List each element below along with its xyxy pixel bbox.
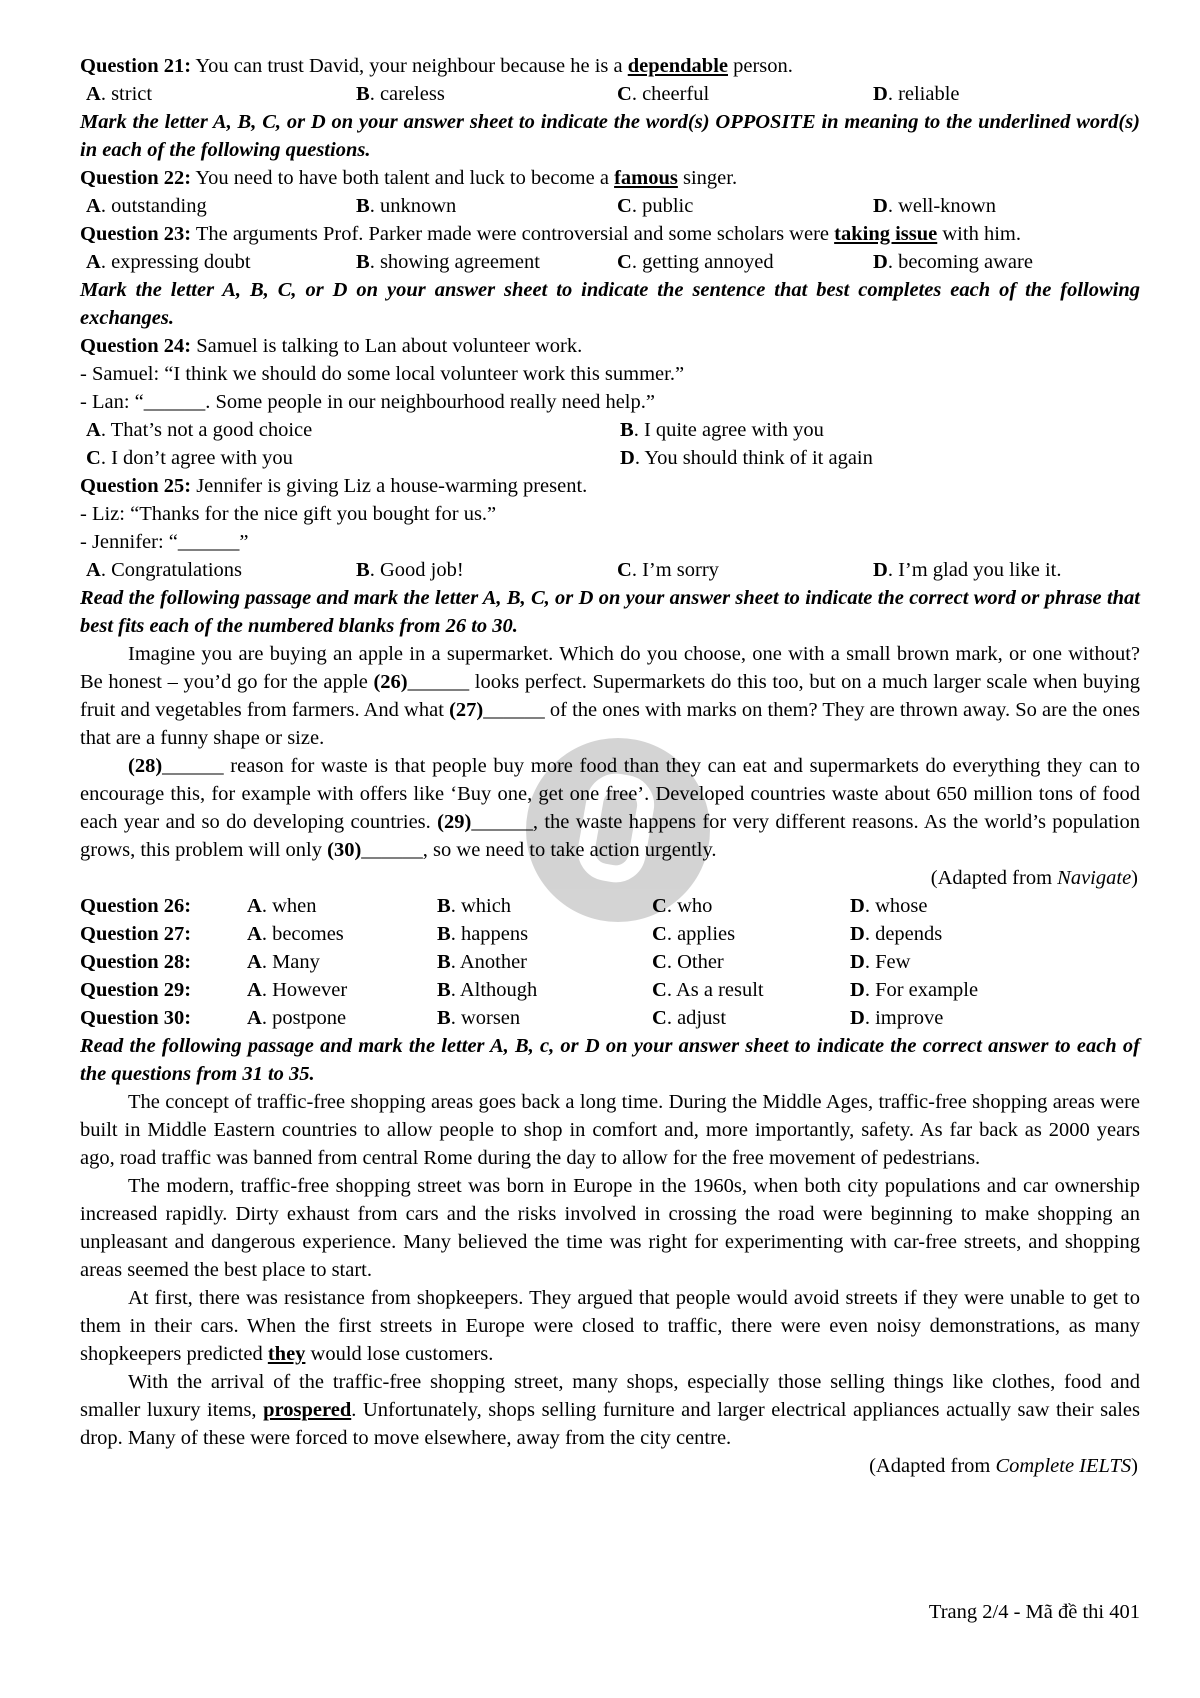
option-separator: .: [261, 923, 273, 945]
option-letter: B: [437, 895, 451, 917]
text-segment: with him.: [937, 223, 1021, 245]
option-cell: [86, 444, 620, 472]
option-separator: .: [450, 923, 461, 945]
question-line: [80, 332, 1140, 360]
options-row: [80, 80, 1140, 108]
text-segment: - Samuel: “I think we should do some local volunteer work this summer.”: [80, 363, 685, 385]
text-segment: Read the following passage and mark the letter A, B, c, or D on your answer sheet to indicate the correct answer to each of the questions from 31 to 35.: [80, 1035, 1140, 1085]
option-letter: D: [873, 559, 888, 581]
text-segment: singer.: [677, 167, 738, 189]
option-cell: [617, 556, 873, 584]
option-cell: [850, 920, 1140, 948]
option-cell: [86, 248, 356, 276]
option-cell: [652, 948, 850, 976]
question-table-row: [80, 976, 1140, 1004]
text-segment: You need to have both talent and luck to become a: [191, 167, 615, 189]
option-text: becomes: [272, 923, 344, 945]
option-text: careless: [379, 83, 445, 105]
text-segment: person.: [728, 55, 793, 77]
option-cell: [617, 248, 873, 276]
question-line: [80, 220, 1140, 248]
options-row: [80, 192, 1140, 220]
text-segment: ): [1131, 867, 1138, 889]
option-letter: A: [247, 951, 262, 973]
option-letter: D: [850, 979, 865, 1001]
options-row: [80, 416, 1140, 444]
text-segment: ______, so we need to take action urgently.: [361, 839, 717, 861]
option-letter: A: [247, 895, 262, 917]
option-separator: .: [369, 559, 380, 581]
question-table-row: [80, 920, 1140, 948]
question-label: Question 24:: [80, 335, 192, 357]
option-cell: [356, 248, 617, 276]
text-segment: You can trust David, your neighbour because he is a: [191, 55, 628, 77]
option-separator: .: [887, 83, 899, 105]
option-cell: [437, 1004, 652, 1032]
option-cell: [873, 556, 1140, 584]
text-segment: At first, there was resistance from shopkeepers. They argued that people would avoid streets if they were unable to get to them in their cars. When the first streets in Europe were closed to traffic, there were even noisy demonstrations, as many shopkeepers predicted: [80, 1287, 1140, 1365]
text-segment: would lose customers.: [305, 1343, 494, 1365]
text-segment: ______ of the ones with marks on them? They are thrown away. So are the ones that are a funny shape or size.: [80, 699, 1140, 749]
option-letter: D: [850, 923, 865, 945]
question-table-row: [80, 892, 1140, 920]
option-letter: D: [873, 83, 888, 105]
text-segment: The modern, traffic-free shopping street was born in Europe in the 1960s, when both city populations and car ownership increased rapidly. Dirty exhaust from cars and the risks involved in crossing the road were beginning to make shopping an unpleasant and dangerous experience. Many believed the time was right for experimenting with car-free streets, and shopping areas seemed the best place to start.: [80, 1175, 1140, 1281]
option-text: reliable: [898, 83, 960, 105]
option-cell: [437, 976, 652, 1004]
option-text: getting annoyed: [642, 251, 774, 273]
option-letter: A: [86, 251, 101, 273]
option-cell: [850, 948, 1140, 976]
option-cell: [652, 1004, 850, 1032]
option-text: improve: [875, 1007, 944, 1029]
text-segment: prospered: [263, 1399, 352, 1421]
option-text: Congratulations: [111, 559, 243, 581]
passage-paragraph: [80, 640, 1140, 752]
text-segment: famous: [614, 167, 678, 189]
option-letter: B: [356, 559, 370, 581]
page-footer: [80, 1598, 1170, 1626]
option-separator: .: [261, 1007, 273, 1029]
option-separator: .: [887, 559, 899, 581]
option-cell: [652, 976, 850, 1004]
option-letter: C: [617, 559, 632, 581]
option-separator: .: [864, 979, 876, 1001]
option-text: Although: [459, 979, 538, 1001]
option-separator: .: [631, 195, 643, 217]
text-segment: Mark the letter A, B, C, or D on your answer sheet to indicate the word(s) OPPOSITE in meaning to the underlined word(s) in each of the following questions.: [80, 111, 1140, 161]
option-text: You should think of it again: [644, 447, 873, 469]
option-separator: .: [261, 895, 273, 917]
text-segment: (Adapted from: [869, 1455, 996, 1477]
option-text: I quite agree with you: [643, 419, 824, 441]
option-separator: .: [261, 979, 273, 1001]
question-label: Question 22:: [80, 167, 192, 189]
option-separator: .: [887, 251, 899, 273]
option-text: expressing doubt: [111, 251, 251, 273]
option-letter: A: [247, 1007, 262, 1029]
option-text: whose: [875, 895, 928, 917]
option-letter: B: [437, 923, 451, 945]
passage-paragraph: [80, 1284, 1140, 1368]
option-text: adjust: [677, 1007, 727, 1029]
option-text: However: [272, 979, 348, 1001]
option-cell: [356, 192, 617, 220]
option-text: happens: [460, 923, 529, 945]
option-letter: C: [617, 195, 632, 217]
question-label: Question 28:: [80, 951, 192, 973]
option-letter: C: [617, 83, 632, 105]
option-separator: .: [864, 951, 876, 973]
option-letter: A: [86, 559, 101, 581]
option-cell: [850, 976, 1140, 1004]
option-separator: .: [666, 895, 678, 917]
question-label: Question 30:: [80, 1007, 192, 1029]
text-segment: (30): [327, 839, 362, 861]
option-text: Another: [459, 951, 527, 973]
option-text: depends: [875, 923, 943, 945]
text-segment: With the arrival of the traffic-free shopping street, many shops, especially those selling things like clothes, food and smaller luxury items,: [80, 1371, 1140, 1421]
option-separator: .: [450, 895, 461, 917]
option-letter: C: [652, 1007, 667, 1029]
option-letter: A: [86, 419, 101, 441]
option-letter: A: [86, 195, 101, 217]
option-text: becoming aware: [898, 251, 1033, 273]
option-letter: B: [356, 195, 370, 217]
question-line: [80, 472, 1140, 500]
option-separator: .: [666, 923, 678, 945]
option-letter: C: [652, 895, 667, 917]
text-segment: ): [1131, 1455, 1138, 1477]
text-segment: Imagine you are buying an apple in a supermarket. Which do you choose, one with a small brown mark, or one without? Be honest – you’d go for the apple: [80, 643, 1140, 693]
option-separator: .: [450, 979, 460, 1001]
option-cell: [356, 80, 617, 108]
text-segment: Mark the letter A, B, C, or D on your answer sheet to indicate the sentence that best completes each of the following exchanges.: [80, 279, 1140, 329]
text-segment: Complete IELTS: [995, 1455, 1132, 1477]
question-line: [80, 52, 1140, 80]
passage-paragraph: [80, 1172, 1140, 1284]
option-letter: A: [86, 83, 101, 105]
option-separator: .: [631, 251, 643, 273]
option-text: who: [677, 895, 713, 917]
option-letter: B: [356, 251, 370, 273]
option-text: Many: [272, 951, 320, 973]
option-text: Other: [677, 951, 724, 973]
option-text: when: [272, 895, 317, 917]
option-text: For example: [875, 979, 979, 1001]
question-table-row: [80, 948, 1140, 976]
option-separator: .: [100, 83, 112, 105]
question-table: [80, 892, 1140, 1032]
option-text: strict: [111, 83, 153, 105]
option-cell: [247, 1004, 437, 1032]
option-text: I’m sorry: [642, 559, 719, 581]
option-letter: C: [652, 979, 667, 1001]
option-letter: B: [356, 83, 370, 105]
option-cell: [652, 920, 850, 948]
text-segment: they: [267, 1343, 306, 1365]
option-separator: .: [666, 979, 676, 1001]
option-cell: [620, 444, 1140, 472]
option-cell: [247, 892, 437, 920]
option-letter: D: [873, 195, 888, 217]
text-segment: dependable: [627, 55, 728, 77]
question-line: [80, 164, 1140, 192]
option-cell: [437, 920, 652, 948]
text-segment: Samuel is talking to Lan about volunteer work.: [191, 335, 583, 357]
option-text: which: [460, 895, 512, 917]
dialogue-line: [80, 360, 1140, 388]
option-cell: [652, 892, 850, 920]
text-segment: The arguments Prof. Parker made were controversial and some scholars were: [191, 223, 835, 245]
option-text: worsen: [460, 1007, 521, 1029]
option-separator: .: [100, 559, 112, 581]
option-text: showing agreement: [379, 251, 540, 273]
option-text: I’m glad you like it.: [898, 559, 1062, 581]
option-separator: .: [369, 195, 380, 217]
text-segment: ______, the waste happens for very different reasons. As the world’s population grows, this problem will only: [80, 811, 1140, 861]
option-text: cheerful: [642, 83, 710, 105]
text-segment: (27): [449, 699, 484, 721]
option-letter: C: [652, 923, 667, 945]
option-text: I don’t agree with you: [111, 447, 293, 469]
text-segment: Read the following passage and mark the letter A, B, C, or D on your answer sheet to indicate the correct word or phrase that best fits each of the numbered blanks from 26 to 30.: [80, 587, 1140, 637]
option-letter: D: [873, 251, 888, 273]
instruction-line: [80, 108, 1140, 164]
question-label: Question 26:: [80, 895, 192, 917]
option-separator: .: [100, 447, 112, 469]
option-cell: [86, 556, 356, 584]
text-segment: (29): [437, 811, 472, 833]
options-row: [80, 556, 1140, 584]
option-separator: .: [100, 195, 112, 217]
option-cell: [873, 192, 1140, 220]
page-footer-text: Trang 2/4 - Mã đề thi 401: [928, 1601, 1140, 1623]
text-segment: - Liz: “Thanks for the nice gift you bought for us.”: [80, 503, 497, 525]
text-segment: - Lan: “______. Some people in our neighbourhood really need help.”: [80, 391, 655, 413]
option-letter: D: [850, 895, 865, 917]
option-cell: [620, 416, 1140, 444]
text-segment: - Jennifer: “______”: [80, 531, 249, 553]
text-segment: Navigate: [1057, 867, 1132, 889]
option-separator: .: [864, 923, 876, 945]
option-text: postpone: [272, 1007, 347, 1029]
option-text: well-known: [898, 195, 996, 217]
option-text: As a result: [675, 979, 764, 1001]
option-text: Good job!: [379, 559, 464, 581]
option-cell: [437, 892, 652, 920]
option-text: unknown: [379, 195, 457, 217]
text-segment: (28): [128, 755, 163, 777]
text-segment: ______ looks perfect. Supermarkets do this too, but on a much larger scale when buying fruit and vegetables from farmers. And what: [80, 671, 1140, 721]
option-cell: [873, 248, 1140, 276]
option-text: outstanding: [111, 195, 207, 217]
option-cell: [850, 892, 1140, 920]
option-cell: [86, 416, 620, 444]
option-separator: .: [634, 447, 645, 469]
source-attribution: [80, 1452, 1140, 1480]
instruction-line: [80, 584, 1140, 640]
question-table-row: [80, 1004, 1140, 1032]
option-letter: B: [620, 419, 634, 441]
options-row: [80, 248, 1140, 276]
option-separator: .: [631, 83, 643, 105]
dialogue-line: [80, 388, 1140, 416]
passage-paragraph: [80, 1368, 1140, 1452]
option-separator: .: [666, 1007, 678, 1029]
text-segment: Jennifer is giving Liz a house-warming present.: [191, 475, 588, 497]
option-cell: [247, 976, 437, 1004]
option-cell: [356, 556, 617, 584]
option-text: That’s not a good choice: [110, 419, 313, 441]
option-cell: [437, 948, 652, 976]
text-segment: (Adapted from: [930, 867, 1058, 889]
text-segment: . Unfortunately, shops selling furniture and larger electrical appliances actually saw their sales drop. Many of these were forced to move elsewhere, away from the city centre.: [80, 1399, 1140, 1449]
option-cell: [247, 920, 437, 948]
option-separator: .: [864, 1007, 876, 1029]
option-separator: .: [100, 419, 111, 441]
option-cell: [617, 192, 873, 220]
question-label: Question 27:: [80, 923, 192, 945]
option-separator: .: [666, 951, 678, 973]
passage-paragraph: [80, 752, 1140, 864]
option-text: applies: [677, 923, 736, 945]
options-row: [80, 444, 1140, 472]
instruction-line: [80, 276, 1140, 332]
option-separator: .: [633, 419, 644, 441]
question-label: Question 23:: [80, 223, 192, 245]
option-letter: C: [617, 251, 632, 273]
option-text: Few: [875, 951, 911, 973]
option-separator: .: [369, 251, 380, 273]
option-letter: B: [437, 979, 451, 1001]
question-label: Question 25:: [80, 475, 192, 497]
option-cell: [86, 80, 356, 108]
text-segment: (26): [373, 671, 408, 693]
option-letter: A: [247, 979, 262, 1001]
option-separator: .: [887, 195, 899, 217]
option-cell: [617, 80, 873, 108]
option-text: public: [642, 195, 694, 217]
option-cell: [873, 80, 1140, 108]
text-segment: The concept of traffic-free shopping areas goes back a long time. During the Middle Ages, traffic-free shopping areas were built in Middle Eastern countries to allow people to shop in comfort and, more importantly, safety. As far back as 2000 years ago, road traffic was banned from central Rome during the day to allow for the free movement of pedestrians.: [80, 1091, 1140, 1169]
passage-paragraph: [80, 1088, 1140, 1172]
exam-content: [80, 52, 1140, 1480]
question-label: Question 21:: [80, 55, 192, 77]
option-separator: .: [261, 951, 273, 973]
option-separator: .: [631, 559, 643, 581]
option-letter: D: [620, 447, 635, 469]
option-letter: C: [86, 447, 101, 469]
option-separator: .: [450, 951, 460, 973]
option-letter: C: [652, 951, 667, 973]
text-segment: taking issue: [834, 223, 938, 245]
dialogue-line: [80, 528, 1140, 556]
instruction-line: [80, 1032, 1140, 1088]
text-segment: ______ reason for waste is that people buy more food than they can eat and supermarkets do everything they can to encourage this, for example with offers like ‘Buy one, get one free’. Developed countries waste about 650 million tons of food each year and so do developing countries.: [80, 755, 1140, 833]
option-cell: [247, 948, 437, 976]
option-separator: .: [450, 1007, 461, 1029]
option-letter: A: [247, 923, 262, 945]
question-label: Question 29:: [80, 979, 192, 1001]
option-letter: D: [850, 951, 865, 973]
option-separator: .: [864, 895, 876, 917]
option-letter: D: [850, 1007, 865, 1029]
option-separator: .: [100, 251, 112, 273]
option-cell: [86, 192, 356, 220]
option-letter: B: [437, 1007, 451, 1029]
option-letter: B: [437, 951, 451, 973]
dialogue-line: [80, 500, 1140, 528]
option-cell: [850, 1004, 1140, 1032]
option-separator: .: [369, 83, 380, 105]
source-attribution: [80, 864, 1140, 892]
